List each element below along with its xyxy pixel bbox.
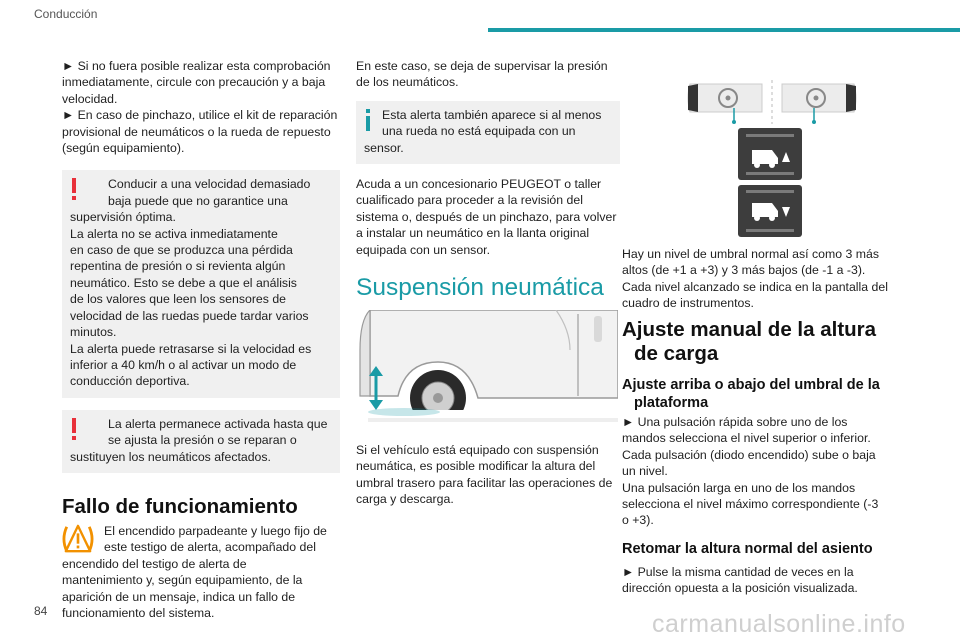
info-box (356, 101, 620, 164)
van-down-icon (738, 185, 802, 237)
warning-line: La alerta no se activa inmediatamente (70, 226, 278, 241)
suspension-line: umbral trasero para facilitar las operaciones de (356, 475, 613, 490)
levels-paragraph (622, 246, 910, 312)
van-up-icon (738, 128, 802, 180)
fallo-paragraph (62, 523, 340, 621)
warning-exclamation-icon (68, 177, 80, 201)
van-rear-suspension-illustration (356, 310, 618, 422)
column-1 (62, 58, 340, 621)
section-title-fallo: Fallo de funcionamiento (62, 494, 298, 518)
warning-exclamation-icon (68, 417, 80, 441)
warning-line: neumático. Esto se debe a que el análisis (70, 275, 297, 290)
ajuste-title-line: Ajuste manual de la altura (622, 318, 877, 341)
warning-line: sustituyen los neumáticos afectados. (70, 449, 271, 464)
warning-line: en caso de que se produzca una pérdida (70, 243, 293, 258)
fallo-line: aparición de un mensaje, indica un fallo de (62, 589, 296, 604)
column-2 (356, 58, 620, 508)
suspension-line: Si el vehículo está equipado con suspensión (356, 443, 599, 458)
suspension-line: carga y descarga. (356, 492, 454, 507)
warning-line: de los valores que leen los sensores de (70, 292, 287, 307)
bullet-2: ► En caso de pinchazo, utilice el kit de reparación provisional de neumáticos o la rueda de repuesto (según equipamiento). (62, 108, 338, 156)
warning-line: se ajusta la presión o se reparan o (108, 433, 297, 448)
info-icon (362, 108, 374, 132)
dealer-line: Acuda a un concesionario PEUGEOT o taller (356, 177, 602, 192)
levels-line: cuadro de instrumentos. (622, 296, 754, 311)
info-line: una rueda no está equipada con un (382, 124, 576, 139)
info-line: Esta alerta también aparece si al menos (382, 107, 602, 122)
dealer-line: a instalar un neumático en la llanta original (356, 226, 590, 241)
subsection-retomar (622, 540, 912, 597)
sub1-title-line: plataforma (634, 395, 709, 411)
sub1-line: o +3). (622, 513, 654, 528)
steering-wheel-controls-illustration (682, 72, 862, 128)
page-number: 84 (34, 604, 48, 618)
service-warning-icon (60, 524, 96, 554)
warning-line: minutos. (70, 325, 117, 340)
lower-button-illustration (738, 185, 802, 237)
warning-line: baja puede que no garantice una (108, 193, 288, 208)
warning-box-1 (62, 170, 340, 397)
intro-line: En este caso, se deja de supervisar la presión (356, 59, 608, 73)
fallo-line: El encendido parpadeante y luego fijo de (104, 523, 327, 538)
sub1-line: mandos selecciona el nivel superior o inferior. (622, 431, 871, 446)
dealer-line: cualificado para proceder a la revisión del (356, 193, 583, 208)
section-title-ajuste (622, 318, 912, 366)
fallo-line: encendido del testigo de alerta de (62, 556, 247, 571)
subsection-umbral (622, 376, 912, 529)
fallo-line: funcionamiento del sistema. (62, 605, 215, 620)
warning-line: supervisión óptima. (70, 210, 176, 225)
section-title-suspension: Suspensión neumática (356, 274, 604, 302)
sub1-line: selecciona el nivel máximo correspondiente (-3 (622, 497, 879, 512)
warning-line: inferior a 40 km/h o al activar un modo de (70, 357, 297, 372)
warning-line: La alerta puede retrasarse si la velocidad es (70, 341, 312, 356)
sub1-line: un nivel. (622, 464, 668, 479)
watermark: carmanualsonline.info (652, 610, 906, 638)
sub1-line: Una pulsación larga en uno de los mandos (622, 480, 856, 495)
sub1-line: ► Una pulsación rápida sobre uno de los (622, 415, 848, 429)
levels-line: altos (de +1 a +3) y 3 más bajos (de -1 a -3). (622, 263, 866, 278)
sub1-line: Cada pulsación (diodo encendido) sube o baja (622, 447, 876, 462)
suspension-line: neumática, es posible modificar la altura del (356, 459, 596, 474)
intro-line: de los neumáticos. (356, 75, 459, 90)
suspension-paragraph (356, 442, 620, 508)
fallo-line: mantenimiento y, según equipamiento, de la (62, 573, 303, 588)
warning-line: La alerta permanece activada hasta que (108, 416, 328, 431)
sub2-line: dirección opuesta a la posición visualizada. (622, 581, 858, 596)
running-header: Conducción (34, 7, 98, 21)
warning-line: conducción deportiva. (70, 374, 190, 389)
header-accent-bar (488, 28, 960, 32)
sub1-title-line: Ajuste arriba o abajo del umbral de la (622, 377, 880, 393)
warning-line: Conducir a una velocidad demasiado (108, 177, 311, 192)
sub2-title: Retomar la altura normal del asiento (622, 541, 873, 557)
sub2-line: ► Pulse la misma cantidad de veces en la (622, 565, 854, 579)
ajuste-title-line: de carga (634, 342, 719, 365)
warning-line: velocidad de las ruedas puede tardar varios (70, 308, 309, 323)
levels-line: Cada nivel alcanzado se indica en la pantalla del (622, 279, 888, 294)
warning-box-2 (62, 410, 340, 473)
levels-line: Hay un nivel de umbral normal así como 3 más (622, 247, 879, 261)
warning-line: repentina de presión o si revienta algún (70, 259, 286, 274)
dealer-paragraph (356, 176, 620, 258)
raise-button-illustration (738, 128, 802, 180)
bullet-1: ► Si no fuera posible realizar esta comprobación inmediatamente, circule con precaución y a baja velocidad. (62, 59, 331, 106)
fallo-line: este testigo de alerta, acompañado del (104, 540, 316, 555)
info-line: sensor. (364, 140, 404, 155)
dealer-line: equipada con un sensor. (356, 242, 491, 257)
dealer-line: sistema o, después de un pinchazo, para volver (356, 209, 617, 224)
